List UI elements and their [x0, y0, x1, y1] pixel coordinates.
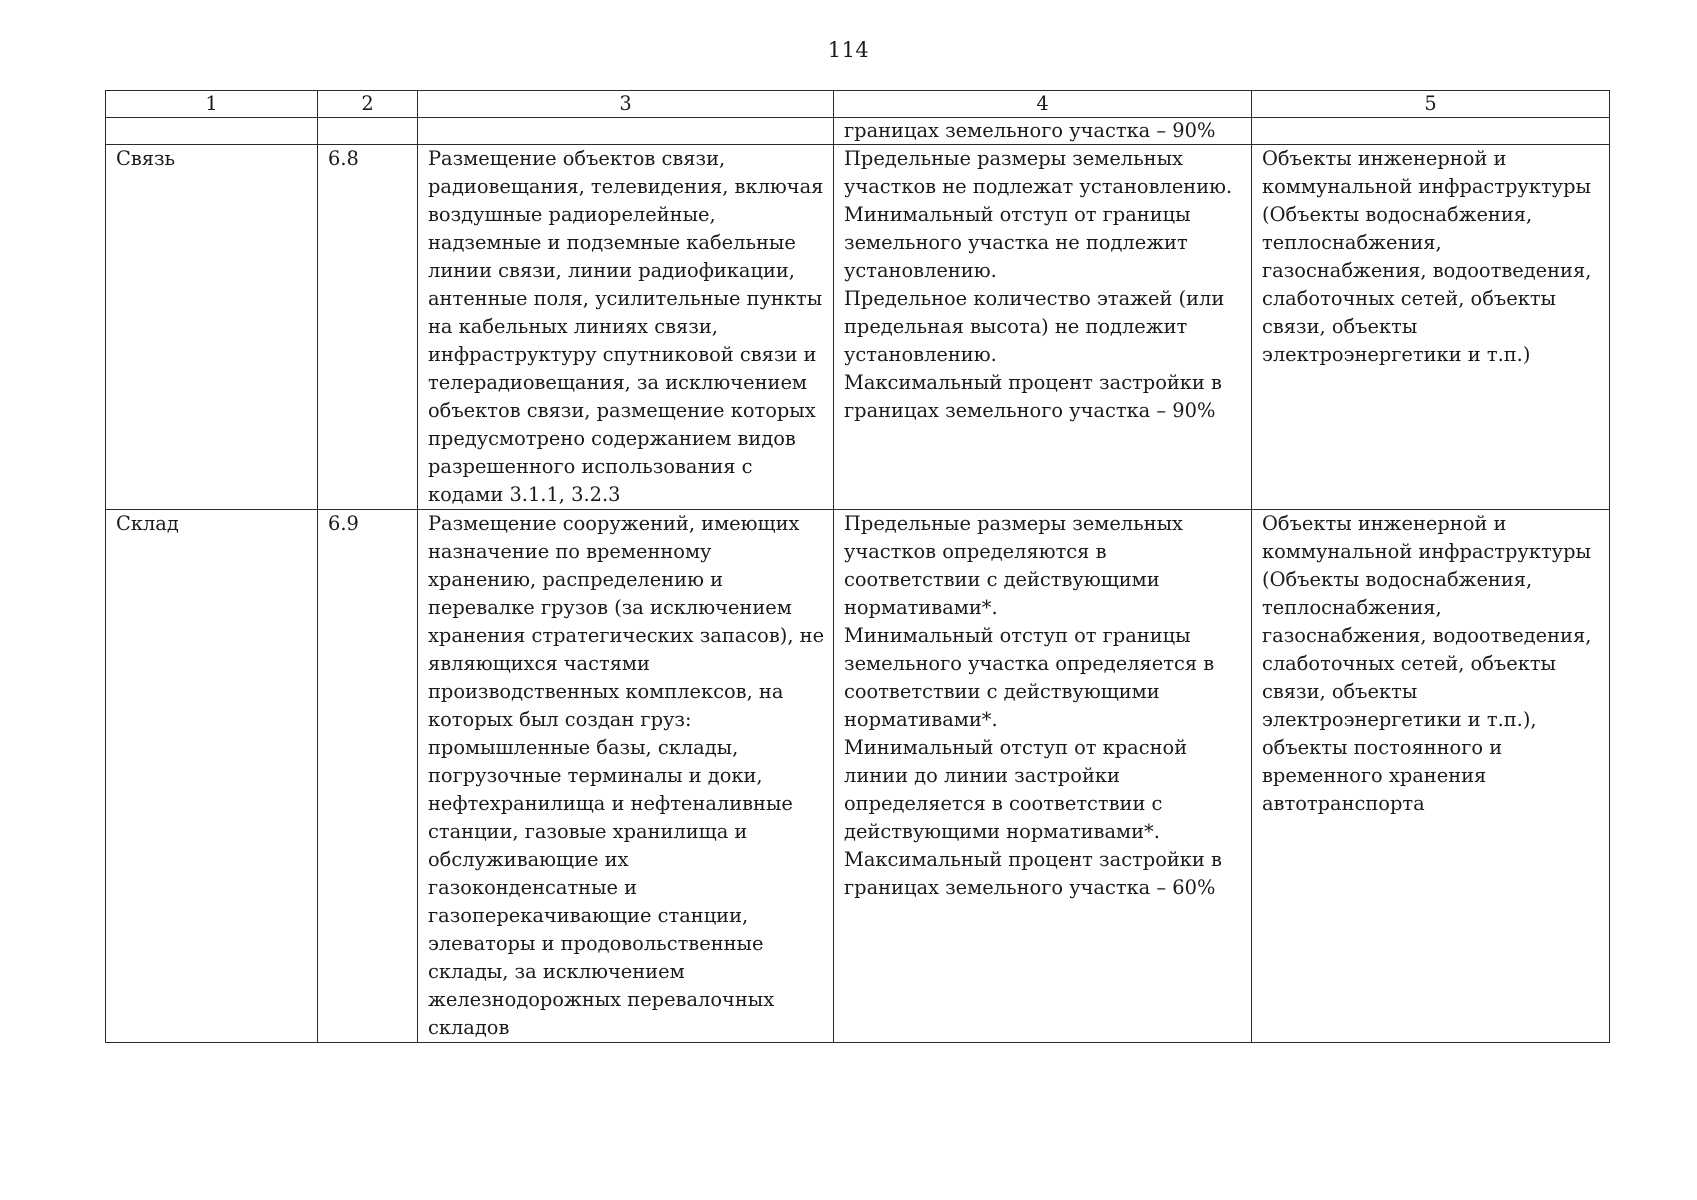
cell-text-line: надземные и подземные кабельные	[428, 231, 796, 254]
cell-text-line: предельная высота) не подлежит	[844, 315, 1188, 338]
use-type-auxiliary	[1252, 145, 1610, 510]
cell-text-line: Минимальный отступ от границы	[844, 624, 1191, 647]
cell-text-line: хранения стратегических запасов), не	[428, 624, 825, 647]
cell-text-line: Минимальный отступ от границы	[844, 203, 1191, 226]
land-use-table	[105, 90, 1610, 1043]
cell-text-line: инфраструктуру спутниковой связи и	[428, 343, 817, 366]
cell-text-line: соответствии с действующими	[844, 568, 1160, 591]
cell-text-line: радиовещания, телевидения, включая	[428, 175, 824, 198]
cell-text-line: газоснабжения, водоотведения,	[1262, 624, 1592, 647]
cell-text-line: производственных комплексов, на	[428, 680, 784, 703]
use-type-auxiliary	[1252, 510, 1610, 1043]
column-header-4: 4	[834, 91, 1252, 118]
cell-text-line: коммунальной инфраструктуры	[1262, 540, 1591, 563]
cell-text-line: земельного участка определяется в	[844, 652, 1215, 675]
cell-text-line: железнодорожных перевалочных	[428, 988, 775, 1011]
cell-text-line: установлению.	[844, 343, 997, 366]
use-type-parameters	[834, 145, 1252, 510]
cell-text-line: слаботочных сетей, объекты	[1262, 287, 1556, 310]
cell-text-line: антенные поля, усилительные пункты	[428, 287, 823, 310]
cell-text-line: промышленные базы, склады,	[428, 736, 739, 759]
cell-text-line: которых был создан груз:	[428, 708, 692, 731]
cell-text-line: Предельные размеры земельных	[844, 147, 1183, 170]
cell-text-line: линии связи, линии радиофикации,	[428, 259, 795, 282]
cell-text-line: слаботочных сетей, объекты	[1262, 652, 1556, 675]
cell-text-line: связи, объекты	[1262, 315, 1418, 338]
cell-text-line: газоконденсатные и	[428, 876, 638, 899]
use-type-name: Склад	[106, 510, 318, 1043]
cell-text-line: погрузочные терминалы и доки,	[428, 764, 763, 787]
cell-text-line: элеваторы и продовольственные	[428, 932, 764, 955]
use-type-description	[418, 510, 834, 1043]
cell-text-line: нормативами*.	[844, 596, 998, 619]
table-header-row	[106, 91, 1610, 118]
cell-text-line: разрешенного использования с	[428, 455, 753, 478]
cell-text-line: газоснабжения, водоотведения,	[1262, 259, 1592, 282]
cell-text-line: являющихся частями	[428, 652, 650, 675]
cell-text-line: обслуживающие их	[428, 848, 629, 871]
cell-text-line: определяется в соответствии с	[844, 792, 1163, 815]
page-number: 114	[827, 38, 870, 62]
cell-text-line: кодами 3.1.1, 3.2.3	[428, 483, 621, 506]
use-type-code: 6.9	[318, 510, 418, 1043]
cell-text-line: нормативами*.	[844, 708, 998, 731]
cell-text-line: объектов связи, размещение которых	[428, 399, 816, 422]
use-type-parameters	[834, 510, 1252, 1043]
cell-text-line: складов	[428, 1016, 510, 1039]
cell-text-line: границах земельного участка – 60%	[844, 876, 1216, 899]
cell-text-line: автотранспорта	[1262, 792, 1425, 815]
cell-text-line: электроэнергетики и т.п.)	[1262, 343, 1531, 366]
cell-text-line: Объекты инженерной и	[1262, 512, 1507, 535]
cell-text-line: воздушные радиорелейные,	[428, 203, 716, 226]
cell-text-line: Минимальный отступ от красной	[844, 736, 1188, 759]
column-header-2: 2	[318, 91, 418, 118]
cell-text-line: коммунальной инфраструктуры	[1262, 175, 1591, 198]
cell-text-line: связи, объекты	[1262, 680, 1418, 703]
continuation-cell-5	[1252, 118, 1610, 145]
cell-text-line: перевалке грузов (за исключением	[428, 596, 792, 619]
cell-text-line: Максимальный процент застройки в	[844, 848, 1222, 871]
cell-text-line: (Объекты водоснабжения,	[1262, 568, 1533, 591]
cell-text-line: предусмотрено содержанием видов	[428, 427, 796, 450]
continuation-cell-4: границах земельного участка – 90%	[834, 118, 1252, 145]
use-type-description	[418, 145, 834, 510]
cell-text-line: соответствии с действующими	[844, 680, 1160, 703]
cell-text-line: земельного участка не подлежит	[844, 231, 1188, 254]
column-header-3: 3	[418, 91, 834, 118]
continuation-cell-3	[418, 118, 834, 145]
cell-text-line: объекты постоянного и	[1262, 736, 1503, 759]
continuation-cell-2	[318, 118, 418, 145]
cell-text-line: установлению.	[844, 259, 997, 282]
continuation-cell-1	[106, 118, 318, 145]
cell-text-line: Предельное количество этажей (или	[844, 287, 1225, 310]
cell-text-line: теплоснабжения,	[1262, 231, 1442, 254]
table-row	[106, 510, 1610, 1043]
cell-text-line: электроэнергетики и т.п.),	[1262, 708, 1537, 731]
cell-text-line: склады, за исключением	[428, 960, 685, 983]
cell-text-line: телерадиовещания, за исключением	[428, 371, 807, 394]
cell-text-line: Размещение сооружений, имеющих	[428, 512, 800, 535]
cell-text-line: участков определяются в	[844, 540, 1107, 563]
cell-text-line: на кабельных линиях связи,	[428, 315, 718, 338]
use-type-code: 6.8	[318, 145, 418, 510]
cell-text-line: станции, газовые хранилища и	[428, 820, 748, 843]
cell-text-line: теплоснабжения,	[1262, 596, 1442, 619]
use-type-name: Связь	[106, 145, 318, 510]
continuation-row	[106, 118, 1610, 145]
cell-text-line: действующими нормативами*.	[844, 820, 1160, 843]
cell-text-line: назначение по временному	[428, 540, 712, 563]
cell-text-line: Размещение объектов связи,	[428, 147, 726, 170]
cell-text-line: Объекты инженерной и	[1262, 147, 1507, 170]
column-header-5: 5	[1252, 91, 1610, 118]
table-row	[106, 145, 1610, 510]
cell-text-line: газоперекачивающие станции,	[428, 904, 749, 927]
cell-text-line: нефтехранилища и нефтеналивные	[428, 792, 793, 815]
cell-text-line: (Объекты водоснабжения,	[1262, 203, 1533, 226]
cell-text-line: участков не подлежат установлению.	[844, 175, 1233, 198]
cell-text-line: временного хранения	[1262, 764, 1487, 787]
cell-text-line: границах земельного участка – 90%	[844, 399, 1216, 422]
cell-text-line: линии до линии застройки	[844, 764, 1120, 787]
cell-text-line: Максимальный процент застройки в	[844, 371, 1222, 394]
cell-text-line: Предельные размеры земельных	[844, 512, 1183, 535]
column-header-1: 1	[106, 91, 318, 118]
cell-text-line: хранению, распределению и	[428, 568, 724, 591]
